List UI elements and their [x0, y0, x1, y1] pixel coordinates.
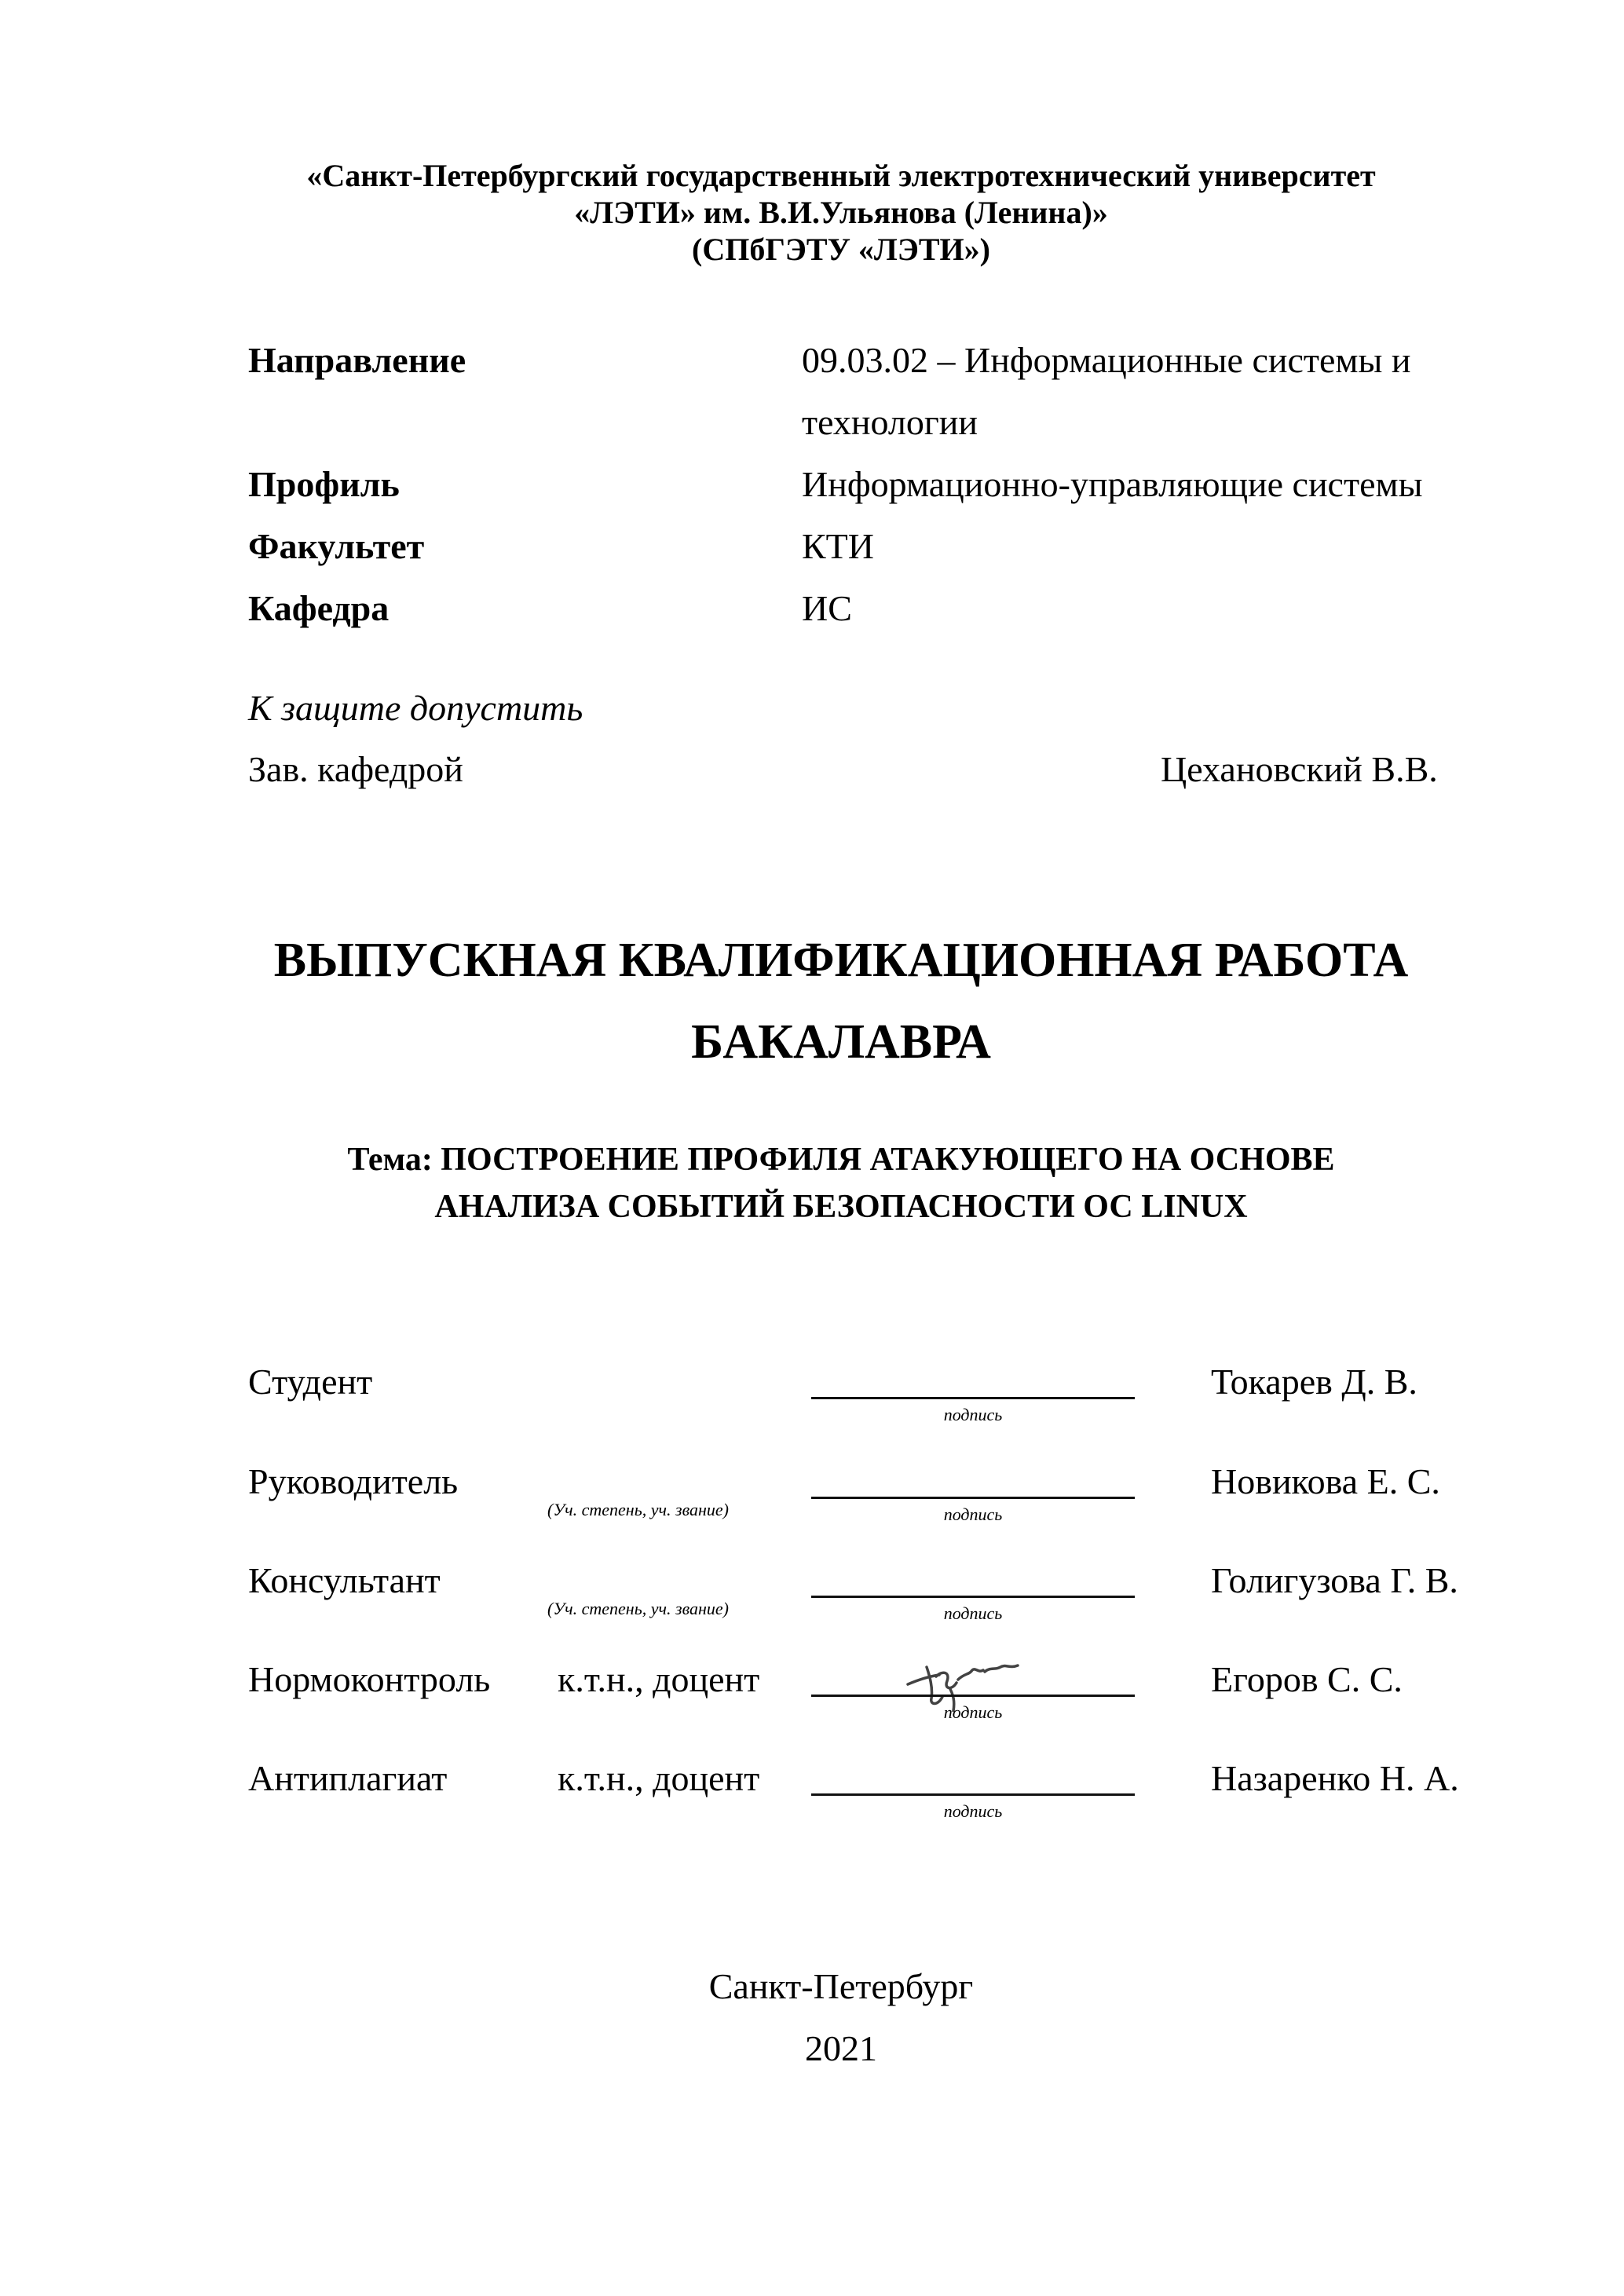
info-label-direction: Направление: [248, 340, 466, 380]
university-abbreviation: (СПбГЭТУ «ЛЭТИ»): [692, 232, 990, 267]
info-value-direction-line1: 09.03.02 – Информационные системы и: [802, 340, 1411, 380]
signature-role: Студент: [248, 1362, 373, 1402]
signature-line: [811, 1397, 1135, 1399]
info-value-faculty: КТИ: [802, 526, 874, 566]
topic-line1: Тема: ПОСТРОЕНИЕ ПРОФИЛЯ АТАКУЮЩЕГО НА ОСНОВЕ: [347, 1142, 1335, 1178]
university-name-line2: «ЛЭТИ» им. В.И.Ульянова (Ленина)»: [574, 195, 1108, 230]
degree-hint: (Уч. степень, уч. звание): [547, 1599, 729, 1618]
signatory-name: Голигузова Г. В.: [1211, 1560, 1458, 1600]
info-label-profile: Профиль: [248, 464, 400, 504]
signature-hint: подпись: [943, 1405, 1003, 1424]
signatory-name: Новикова Е. С.: [1211, 1461, 1440, 1501]
topic-line2: АНАЛИЗА СОБЫТИЙ БЕЗОПАСНОСТИ ОС LINUX: [434, 1189, 1248, 1225]
signature-line: [811, 1497, 1135, 1499]
signatory-name: Назаренко Н. А.: [1211, 1758, 1459, 1798]
signature-role: Антиплагиат: [248, 1758, 448, 1798]
signature-line: [811, 1695, 1135, 1697]
academic-degree: к.т.н., доцент: [558, 1758, 760, 1798]
signature-role: Руководитель: [248, 1461, 459, 1501]
signature-role: Нормоконтроль: [248, 1659, 491, 1699]
academic-degree: к.т.н., доцент: [558, 1659, 760, 1699]
document-title-line1: ВЫПУСКНАЯ КВАЛИФИКАЦИОННАЯ РАБОТА: [273, 934, 1409, 987]
signature-line: [811, 1793, 1135, 1796]
signature-role: Консультант: [248, 1560, 441, 1600]
signature-line: [811, 1596, 1135, 1598]
university-name-line1: «Санкт-Петербургский государственный электротехнический университет: [306, 158, 1376, 193]
signatory-name: Егоров С. С.: [1211, 1659, 1403, 1699]
info-label-department: Кафедра: [248, 588, 390, 628]
footer-year: 2021: [805, 2028, 877, 2068]
signature-hint: подпись: [943, 1603, 1003, 1623]
info-label-faculty: Факультет: [248, 526, 425, 566]
signature-hint: подпись: [943, 1801, 1003, 1821]
degree-hint: (Уч. степень, уч. звание): [547, 1500, 729, 1519]
info-value-profile: Информационно-управляющие системы: [802, 464, 1423, 504]
info-value-direction-line2: технологии: [802, 402, 978, 442]
footer-city: Санкт-Петербург: [708, 1966, 974, 2006]
info-value-department: ИС: [802, 588, 852, 628]
approval-role: Зав. кафедрой: [248, 749, 463, 789]
university-header: [0, 157, 1624, 268]
approval-heading: К защите допустить: [248, 688, 583, 728]
signatory-name: Токарев Д. В.: [1211, 1362, 1417, 1402]
document-title-line2: БАКАЛАВРА: [691, 1015, 991, 1069]
signature-hint: подпись: [943, 1504, 1003, 1524]
signature-hint: подпись: [943, 1702, 1003, 1722]
approval-name: Цехановский В.В.: [1161, 749, 1438, 789]
